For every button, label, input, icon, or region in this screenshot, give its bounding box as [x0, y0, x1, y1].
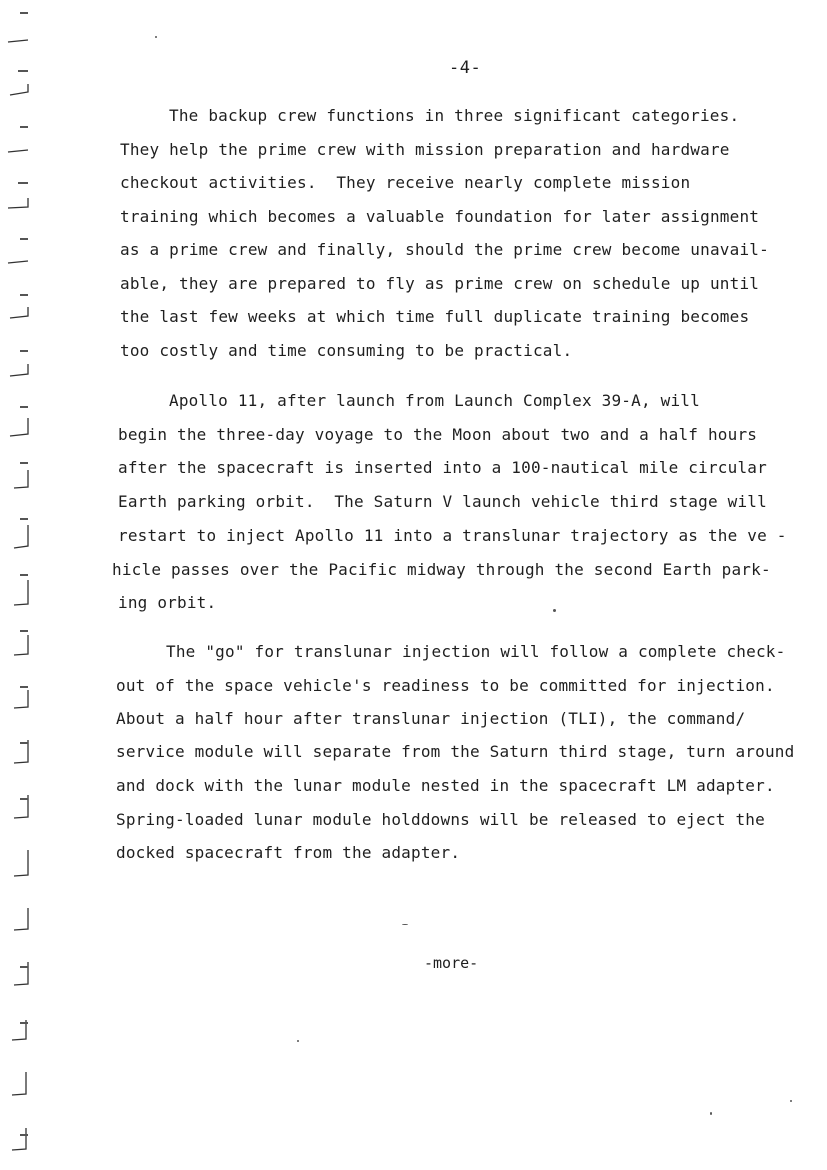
paragraph-line: after the spacecraft is inserted into a 100-nautical mile circular	[118, 458, 767, 477]
paragraph-line: able, they are prepared to fly as prime crew on schedule up until	[120, 274, 760, 293]
scan-speck	[553, 609, 556, 612]
paragraph-line: ing orbit.	[118, 593, 217, 612]
paragraph-line: checkout activities. They receive nearly complete mission	[120, 173, 691, 192]
continuation-marker: -more-	[424, 954, 479, 972]
paragraph-line: as a prime crew and finally, should the prime crew become unavail-	[120, 240, 769, 259]
paragraph-line: the last few weeks at which time full duplicate training becomes	[120, 307, 750, 326]
page-number: -4-	[449, 58, 482, 78]
paragraph-line: docked spacecraft from the adapter.	[116, 843, 461, 862]
paragraph-line: Apollo 11, after launch from Launch Complex 39-A, will	[169, 391, 700, 410]
paragraph-line: Earth parking orbit. The Saturn V launch vehicle third stage will	[118, 492, 767, 511]
scan-speck	[297, 1040, 299, 1042]
paragraph-line: restart to inject Apollo 11 into a translunar trajectory as the ve -	[118, 526, 787, 545]
paragraph-line: out of the space vehicle's readiness to be committed for injection.	[116, 676, 775, 695]
scan-speck	[710, 1112, 712, 1115]
paragraph-line: too costly and time consuming to be practical.	[120, 341, 573, 360]
paragraph-line: Spring-loaded lunar module holddowns will be released to eject the	[116, 810, 765, 829]
scan-speck	[402, 924, 408, 925]
margin-binding-marks	[0, 0, 40, 1170]
scan-speck	[155, 36, 157, 38]
paragraph-line: The "go" for translunar injection will follow a complete check-	[166, 642, 786, 661]
paragraph-line: hicle passes over the Pacific midway through the second Earth park-	[112, 560, 771, 579]
paragraph-line: service module will separate from the Saturn third stage, turn around	[116, 742, 795, 761]
paragraph-line: About a half hour after translunar injection (TLI), the command/	[116, 709, 746, 728]
paragraph-line: and dock with the lunar module nested in the spacecraft LM adapter.	[116, 776, 775, 795]
paragraph-line: They help the prime crew with mission preparation and hardware	[120, 140, 730, 159]
scan-speck	[790, 1100, 792, 1102]
paragraph-line: begin the three-day voyage to the Moon about two and a half hours	[118, 425, 758, 444]
paragraph-line: training which becomes a valuable foundation for later assignment	[120, 207, 760, 226]
paragraph-line: The backup crew functions in three significant categories.	[169, 106, 740, 125]
